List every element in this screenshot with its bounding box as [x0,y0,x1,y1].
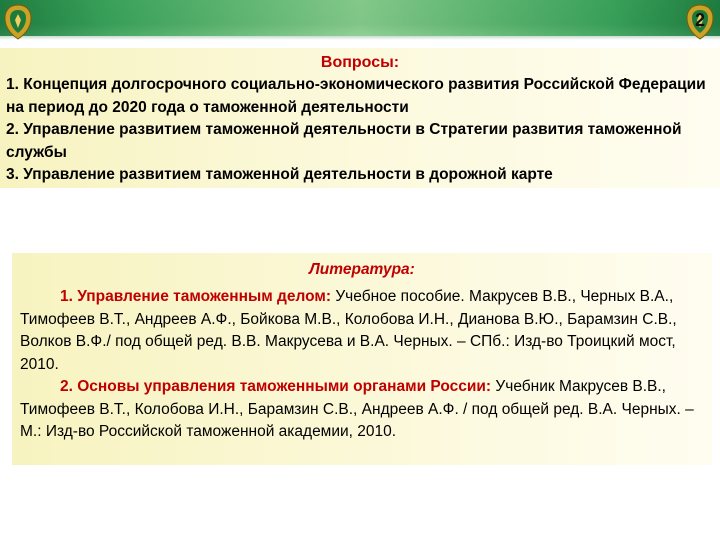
page-number: 2 [694,10,705,30]
literature-item-text: Учебное пособие. Макрусев В.В., Черных В.А., Тимофеев В.Т., Андреев А.Ф., Бойкова М.В., Колобова И.Н., Дианова В.Ю., Барамзин С.В., Волков В.Ф./ под общей ред. В.В. Макрусева и В.А. Черных. – СПб.: Изд-во Троицкий мост, 2010. [20,288,677,373]
question-item: 1. Концепция долгосрочного социально-экономического развития Российской Федерации на период до 2020 года о таможенной деятельности [6,76,706,116]
literature-title: Литература: [309,261,415,278]
questions-box [0,48,720,188]
question-item: 3. Управление развитием таможенной деятельности в дорожной карте [6,166,553,183]
literature-item-text: Учебник Макрусев В.В., Тимофеев В.Т., Колобова И.Н., Барамзин С.В., Андреев А.Ф. / под общей ред. В.А. Черных. – М.: Изд-во Российской таможенной академии, 2010. [20,378,694,440]
literature-item [20,376,700,444]
customs-emblem-icon [0,2,36,42]
literature-item-heading: 1. Управление таможенным делом: [60,288,332,305]
question-item: 2. Управление развитием таможенной деятельности в Стратегии развития таможенной службы [6,121,682,161]
literature-item [20,286,700,376]
literature-list [20,286,700,444]
literature-box [12,253,712,465]
header-band [0,0,720,36]
questions-list [6,74,714,187]
literature-item-heading: 2. Основы управления таможенными органами России: [60,378,492,395]
questions-title: Вопросы: [320,54,400,71]
